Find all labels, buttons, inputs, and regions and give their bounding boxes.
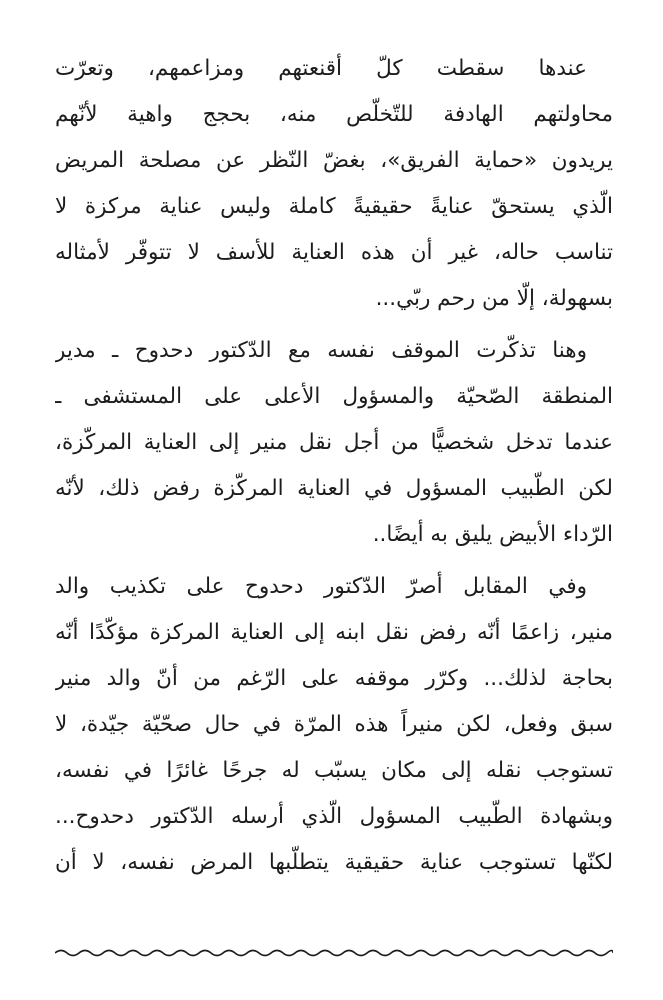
text-line: لكن الطّبيب المسؤول في العناية المركّزة رفض ذلك، لأنّه <box>55 476 613 501</box>
text-line: تستوجب نقله إلى مكان يسبّب له جرحًا غائرًا في نفسه، <box>55 758 613 783</box>
paragraph-1 <box>55 46 613 322</box>
paragraph-2 <box>55 328 613 558</box>
text-line: يريدون «حماية الفريق»، بغضّ النّظر عن مصلحة المريض <box>55 148 613 173</box>
text-line: الرّداء الأبيض يليق به أيضًا.. <box>372 522 613 547</box>
text-line: وبشهادة الطّبيب المسؤول الّذي أرسله الدّكتور دحدوح... <box>55 804 613 829</box>
text-line: تناسب حاله، غير أن هذه العناية للأسف لا تتوفّر لأمثاله <box>55 240 613 265</box>
paragraph-3 <box>55 564 613 886</box>
text-line: عندها سقطت كلّ أقنعتهم ومزاعمهم، وتعرّت <box>55 56 587 81</box>
page-body <box>55 46 613 886</box>
text-line: الّذي يستحقّ عنايةً حقيقيةً كاملة وليس عناية مركزة لا <box>55 194 613 219</box>
text-line: عندما تدخل شخصيًّا من أجل نقل منير إلى العناية المركّزة، <box>55 430 613 455</box>
wavy-divider <box>55 946 613 960</box>
text-line: المنطقة الصّحيّة والمسؤول الأعلى على المستشفى ـ <box>55 384 613 409</box>
text-line: منير، زاعمًا أنّه رفض نقل ابنه إلى العناية المركزة مؤكّدًا أنّه <box>55 620 613 645</box>
text-line: لكنّها تستوجب عناية حقيقية يتطلّبها المرض نفسه، لا أن <box>55 850 613 875</box>
text-line: بحاجة لذلك... وكرّر موقفه على الرّغم من أنّ والد منير <box>55 666 613 691</box>
text-line: وهنا تذكّرت الموقف نفسه مع الدّكتور دحدوح ـ مدير <box>55 338 587 363</box>
text-line: بسهولة، إلّا من رحم ربّي... <box>375 286 613 311</box>
text-line: محاولتهم الهادفة للتّخلّص منه، بحجج واهية لأنّهم <box>55 102 613 127</box>
text-line: سبق وفعل، لكن منيراً هذه المرّة في حال صحّيّة جيّدة، لا <box>55 712 613 737</box>
text-line: وفي المقابل أصرّ الدّكتور دحدوح على تكذيب والد <box>55 574 587 599</box>
wavy-divider-line <box>55 951 613 956</box>
